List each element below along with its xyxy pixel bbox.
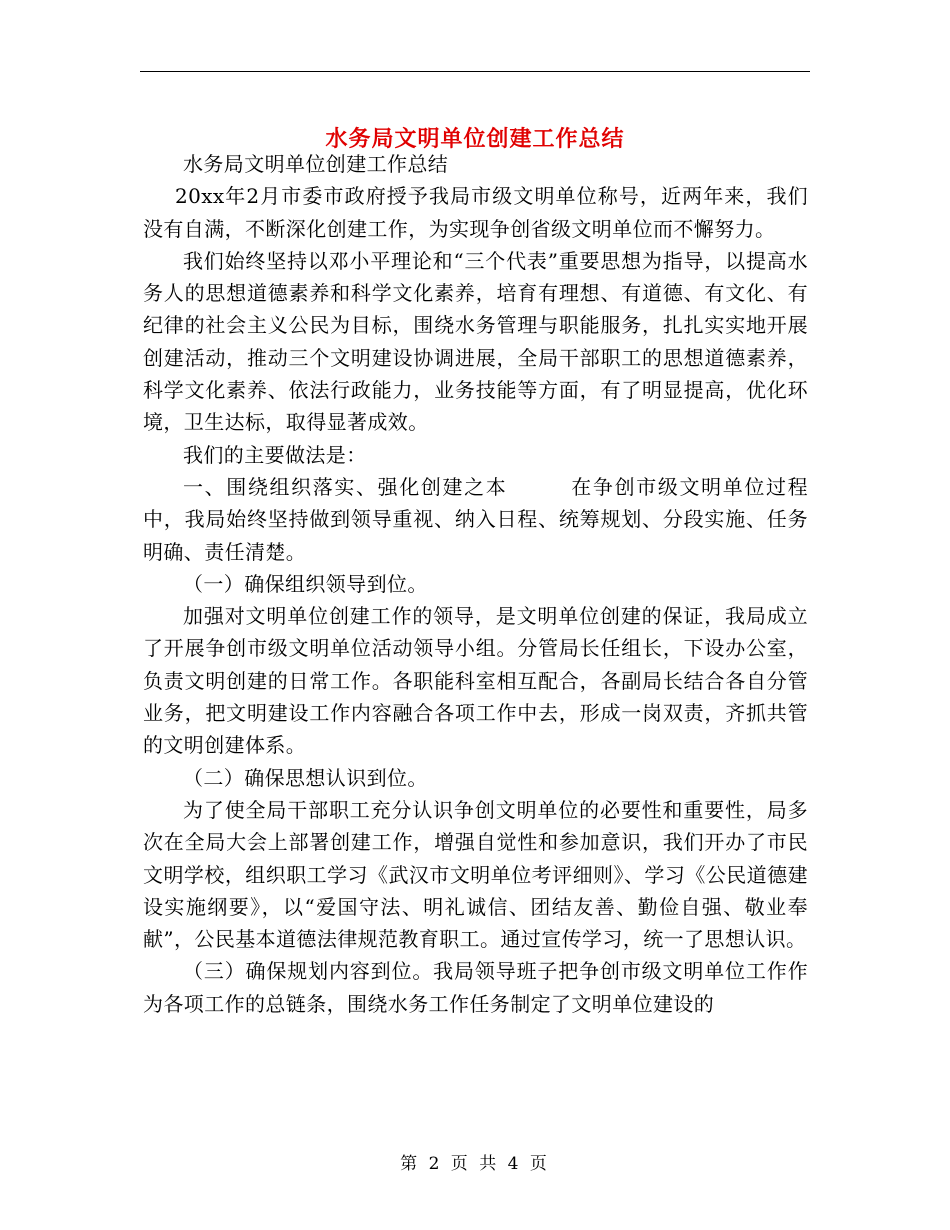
- document-body: [143, 148, 808, 1020]
- paragraph-subsection-one-body: 加强对文明单位创建工作的领导，是文明单位创建的保证，我局成立了开展争创市级文明单位活动领导小组。分管局长任组长，下设办公室，负责文明创建的日常工作。各职能科室相互配合，各副局长结合各自分管业务，把文明建设工作内容融合各项工作中去，形成一岗双责，齐抓共管的文明创建体系。: [143, 604, 808, 758]
- paragraph-subsection-two-heading: （二）确保思想认识到位。: [183, 765, 428, 790]
- paragraph-subsection-one-heading: （一）确保组织领导到位。: [183, 571, 428, 596]
- paragraph-intro: 20xx年2月市委市政府授予我局市级文明单位称号，近两年来，我们没有自满，不断深化创建工作，为实现争创省级文明单位而不懈努力。: [143, 184, 808, 241]
- paragraph-subsection-two-body: 为了使全局干部职工充分认识争创文明单位的必要性和重要性，局多次在全局大会上部署创建工作，增强自觉性和参加意识，我们开办了市民文明学校，组织职工学习《武汉市文明单位考评细则》、学习《公民道德建设实施纲要》，以“爱国守法、明礼诚信、团结友善、勤俭自强、敬业奉献”，公民基本道德法律规范教育职工。通过宣传学习，统一了思想认识。: [143, 797, 808, 952]
- paragraph-guiding-thought: 我们始终坚持以邓小平理论和“三个代表”重要思想为指导，以提高水务人的思想道德素养和科学文化素养，培育有理想、有道德、有文化、有纪律的社会主义公民为目标，围绕水务管理与职能服务，扎扎实实地开展创建活动，推动三个文明建设协调进展，全局干部职工的思想道德素养，科学文化素养、依法行政能力，业务技能等方面，有了明显提高，优化环境，卫生达标，取得显著成效。: [143, 248, 808, 435]
- paragraph-subtitle: 水务局文明单位创建工作总结: [183, 152, 449, 176]
- document-title: 水务局文明单位创建工作总结: [325, 126, 625, 152]
- paragraph-section-one: 一、围绕组织落实、强化创建之本 在争创市级文明单位过程中，我局始终坚持做到领导重视、纳入日程、统筹规划、分段实施、任务明确、责任清楚。: [143, 474, 808, 564]
- paragraph-main-practices: 我们的主要做法是：: [183, 442, 367, 467]
- header-rule: [140, 71, 810, 72]
- page-number-footer: 第 2 页 共 4 页: [400, 1154, 550, 1174]
- paragraph-subsection-three: （三）确保规划内容到位。我局领导班子把争创市级文明单位工作作为各项工作的总链条，围绕水务工作任务制定了文明单位建设的: [143, 959, 808, 1016]
